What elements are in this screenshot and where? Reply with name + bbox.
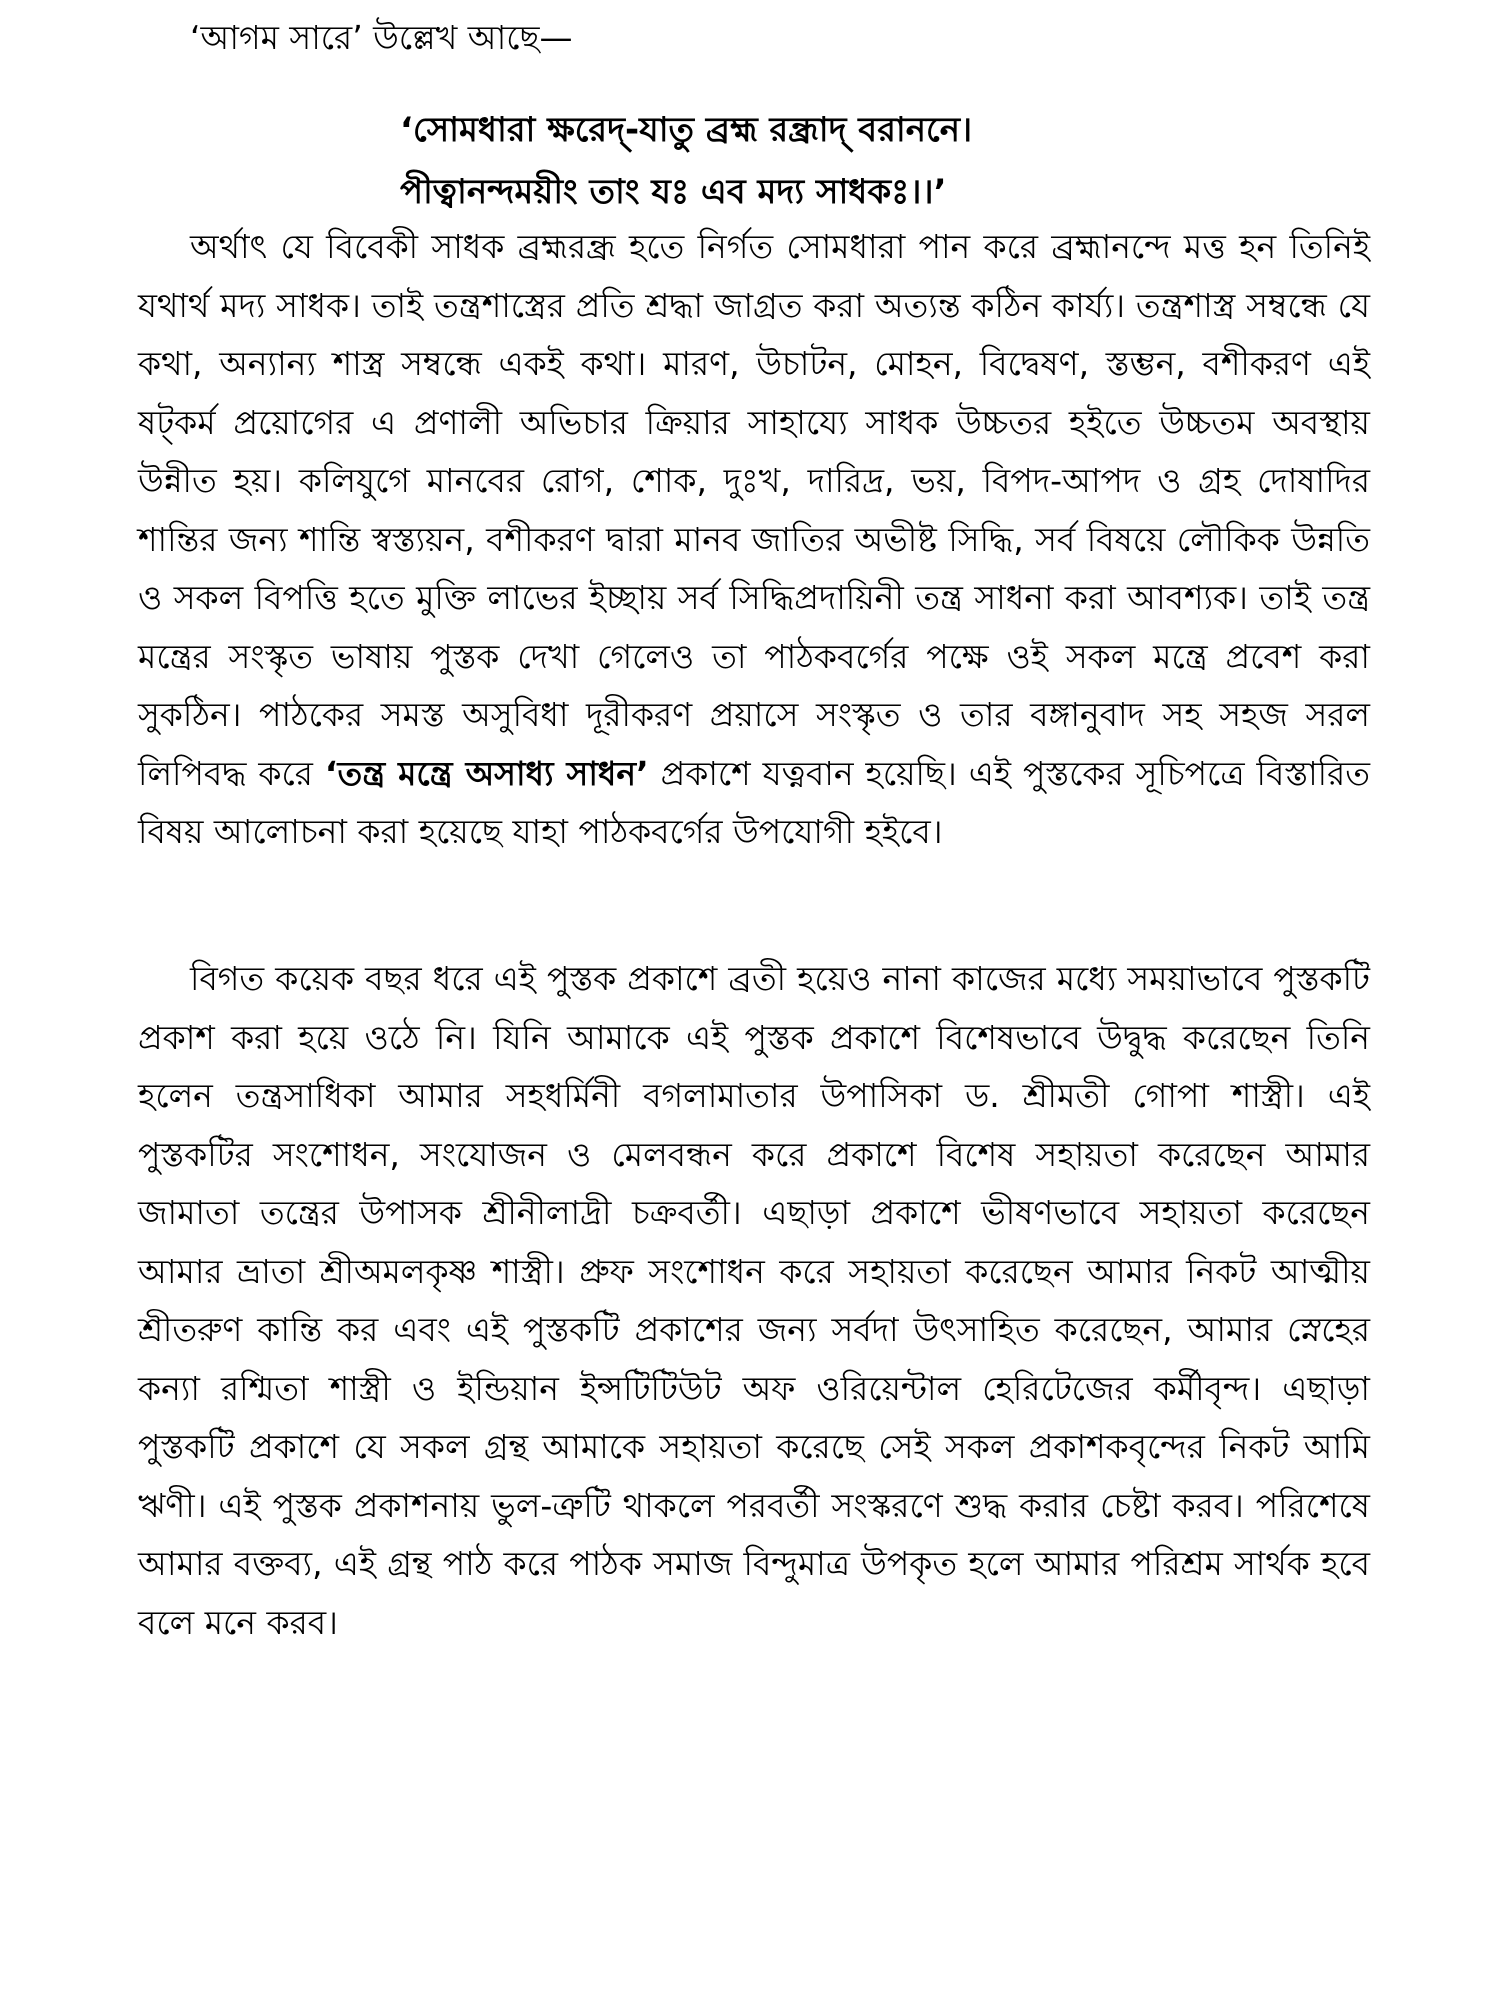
paragraph-1 [138, 218, 1370, 862]
paragraph-2: বিগত কয়েক বছর ধরে এই পুস্তক প্রকাশে ব্রতী হয়েও নানা কাজের মধ্যে সময়াভাবে পুস্তকটি প্রকাশ করা হয়ে ওঠে নি। যিনি আমাকে এই পুস্তক প্রকাশে বিশেষভাবে উদ্বুদ্ধ করেছেন তিনি হলেন তন্ত্রসাধিকা আমার সহধর্মিনী বগলামাতার উপাসিকা ড. শ্রীমতী গোপা শাস্ত্রী। এই পুস্তকটির সংশোধন, সংযোজন ও মেলবন্ধন করে প্রকাশে বিশেষ সহায়তা করেছেন আমার জামাতা তন্ত্রের উপাসক শ্রীনীলাদ্রী চক্রবর্তী। এছাড়া প্রকাশে ভীষণভাবে সহায়তা করেছেন আমার ভ্রাতা শ্রীঅমলকৃষ্ণ শাস্ত্রী। প্রুফ সংশোধন করে সহায়তা করেছেন আমার নিকট আত্মীয় শ্রীতরুণ কান্তি কর এবং এই পুস্তকটি প্রকাশের জন্য সর্বদা উৎসাহিত করেছেন, আমার স্নেহের কন্যা রশ্মিতা শাস্ত্রী ও ইন্ডিয়ান ইন্সটিটিউট অফ ওরিয়েন্টাল হেরিটেজের কর্মীবৃন্দ। এছাড়া পুস্তকটি প্রকাশে যে সকল গ্রন্থ আমাকে সহায়তা করেছে সেই সকল প্রকাশকবৃন্দের নিকট আমি ঋণী। এই পুস্তক প্রকাশনায় ভুল-ত্রুটি থাকলে পরবর্তী সংস্করণে শুদ্ধ করার চেষ্টা করব। পরিশেষে আমার বক্তব্য, এই গ্রন্থ পাঠ করে পাঠক সমাজ বিন্দুমাত্র উপকৃত হলে আমার পরিশ্রম সার্থক হবে বলে মনে করব। [138, 959, 1370, 1642]
paragraph-1-text-end: প্রকাশে যত্নবান হয়েছি। এই পুস্তকের সূচিপত্রে বিস্তারিত বিষয় আলোচনা করা হয়েছে যাহা পাঠকবর্গের উপযোগী হইবে। [138, 753, 1370, 851]
verse-line-1: ‘সোমধারা ক্ষরেদ্-যাতু ব্রহ্ম রন্ধ্রাদ্ বরাননে। [400, 110, 973, 150]
paragraph-1-text: অর্থাৎ যে বিবেকী সাধক ব্রহ্মরন্ধ্র হতে নির্গত সোমধারা পান করে ব্রহ্মানন্দে মত্ত হন তিনিই যথার্থ মদ্য সাধক। তাই তন্ত্রশাস্ত্রের প্রতি শ্রদ্ধা জাগ্রত করা অত্যন্ত কঠিন কার্য্য। তন্ত্রশাস্ত্র সম্বন্ধে যে কথা, অন্যান্য শাস্ত্র সম্বন্ধে একই কথা। মারণ, উচাটন, মোহন, বিদ্বেষণ, স্তম্ভন, বশীকরণ এই ষট্‌কর্ম প্রয়োগের এ প্রণালী অভিচার ক্রিয়ার সাহায্যে সাধক উচ্চতর হইতে উচ্চতম অবস্থায় উন্নীত হয়। কলিযুগে মানবের রোগ, শোক, দুঃখ, দারিদ্র, ভয়, বিপদ-আপদ ও গ্রহ দোষাদির শান্তির জন্য শান্তি স্বস্ত্যয়ন, বশীকরণ দ্বারা মানব জাতির অভীষ্ট সিদ্ধি, সর্ব বিষয়ে লৌকিক উন্নতি ও সকল বিপত্তি হতে মুক্তি লাভের ইচ্ছায় সর্ব সিদ্ধিপ্রদায়িনী তন্ত্র সাধনা করা আবশ্যক। তাই তন্ত্র মন্ত্রের সংস্কৃত ভাষায় পুস্তক দেখা গেলেও তা পাঠকবর্গের পক্ষে ওই সকল মন্ত্রে প্রবেশ করা সুকঠিন। পাঠকের সমস্ত অসুবিধা দূরীকরণ প্রয়াসে সংস্কৃত ও তার বঙ্গানুবাদ সহ সহজ সরল লিপিবদ্ধ করে [138, 227, 1370, 793]
book-title: ‘তন্ত্র মন্ত্রে অসাধ্য সাধন’ [324, 753, 649, 793]
intro-line: ‘আগম সারে’ উল্লেখ আছে— [190, 18, 573, 57]
verse-line-2: পীত্বানন্দময়ীং তাং যঃ এব মদ্য সাধকঃ।।’ [400, 172, 947, 212]
